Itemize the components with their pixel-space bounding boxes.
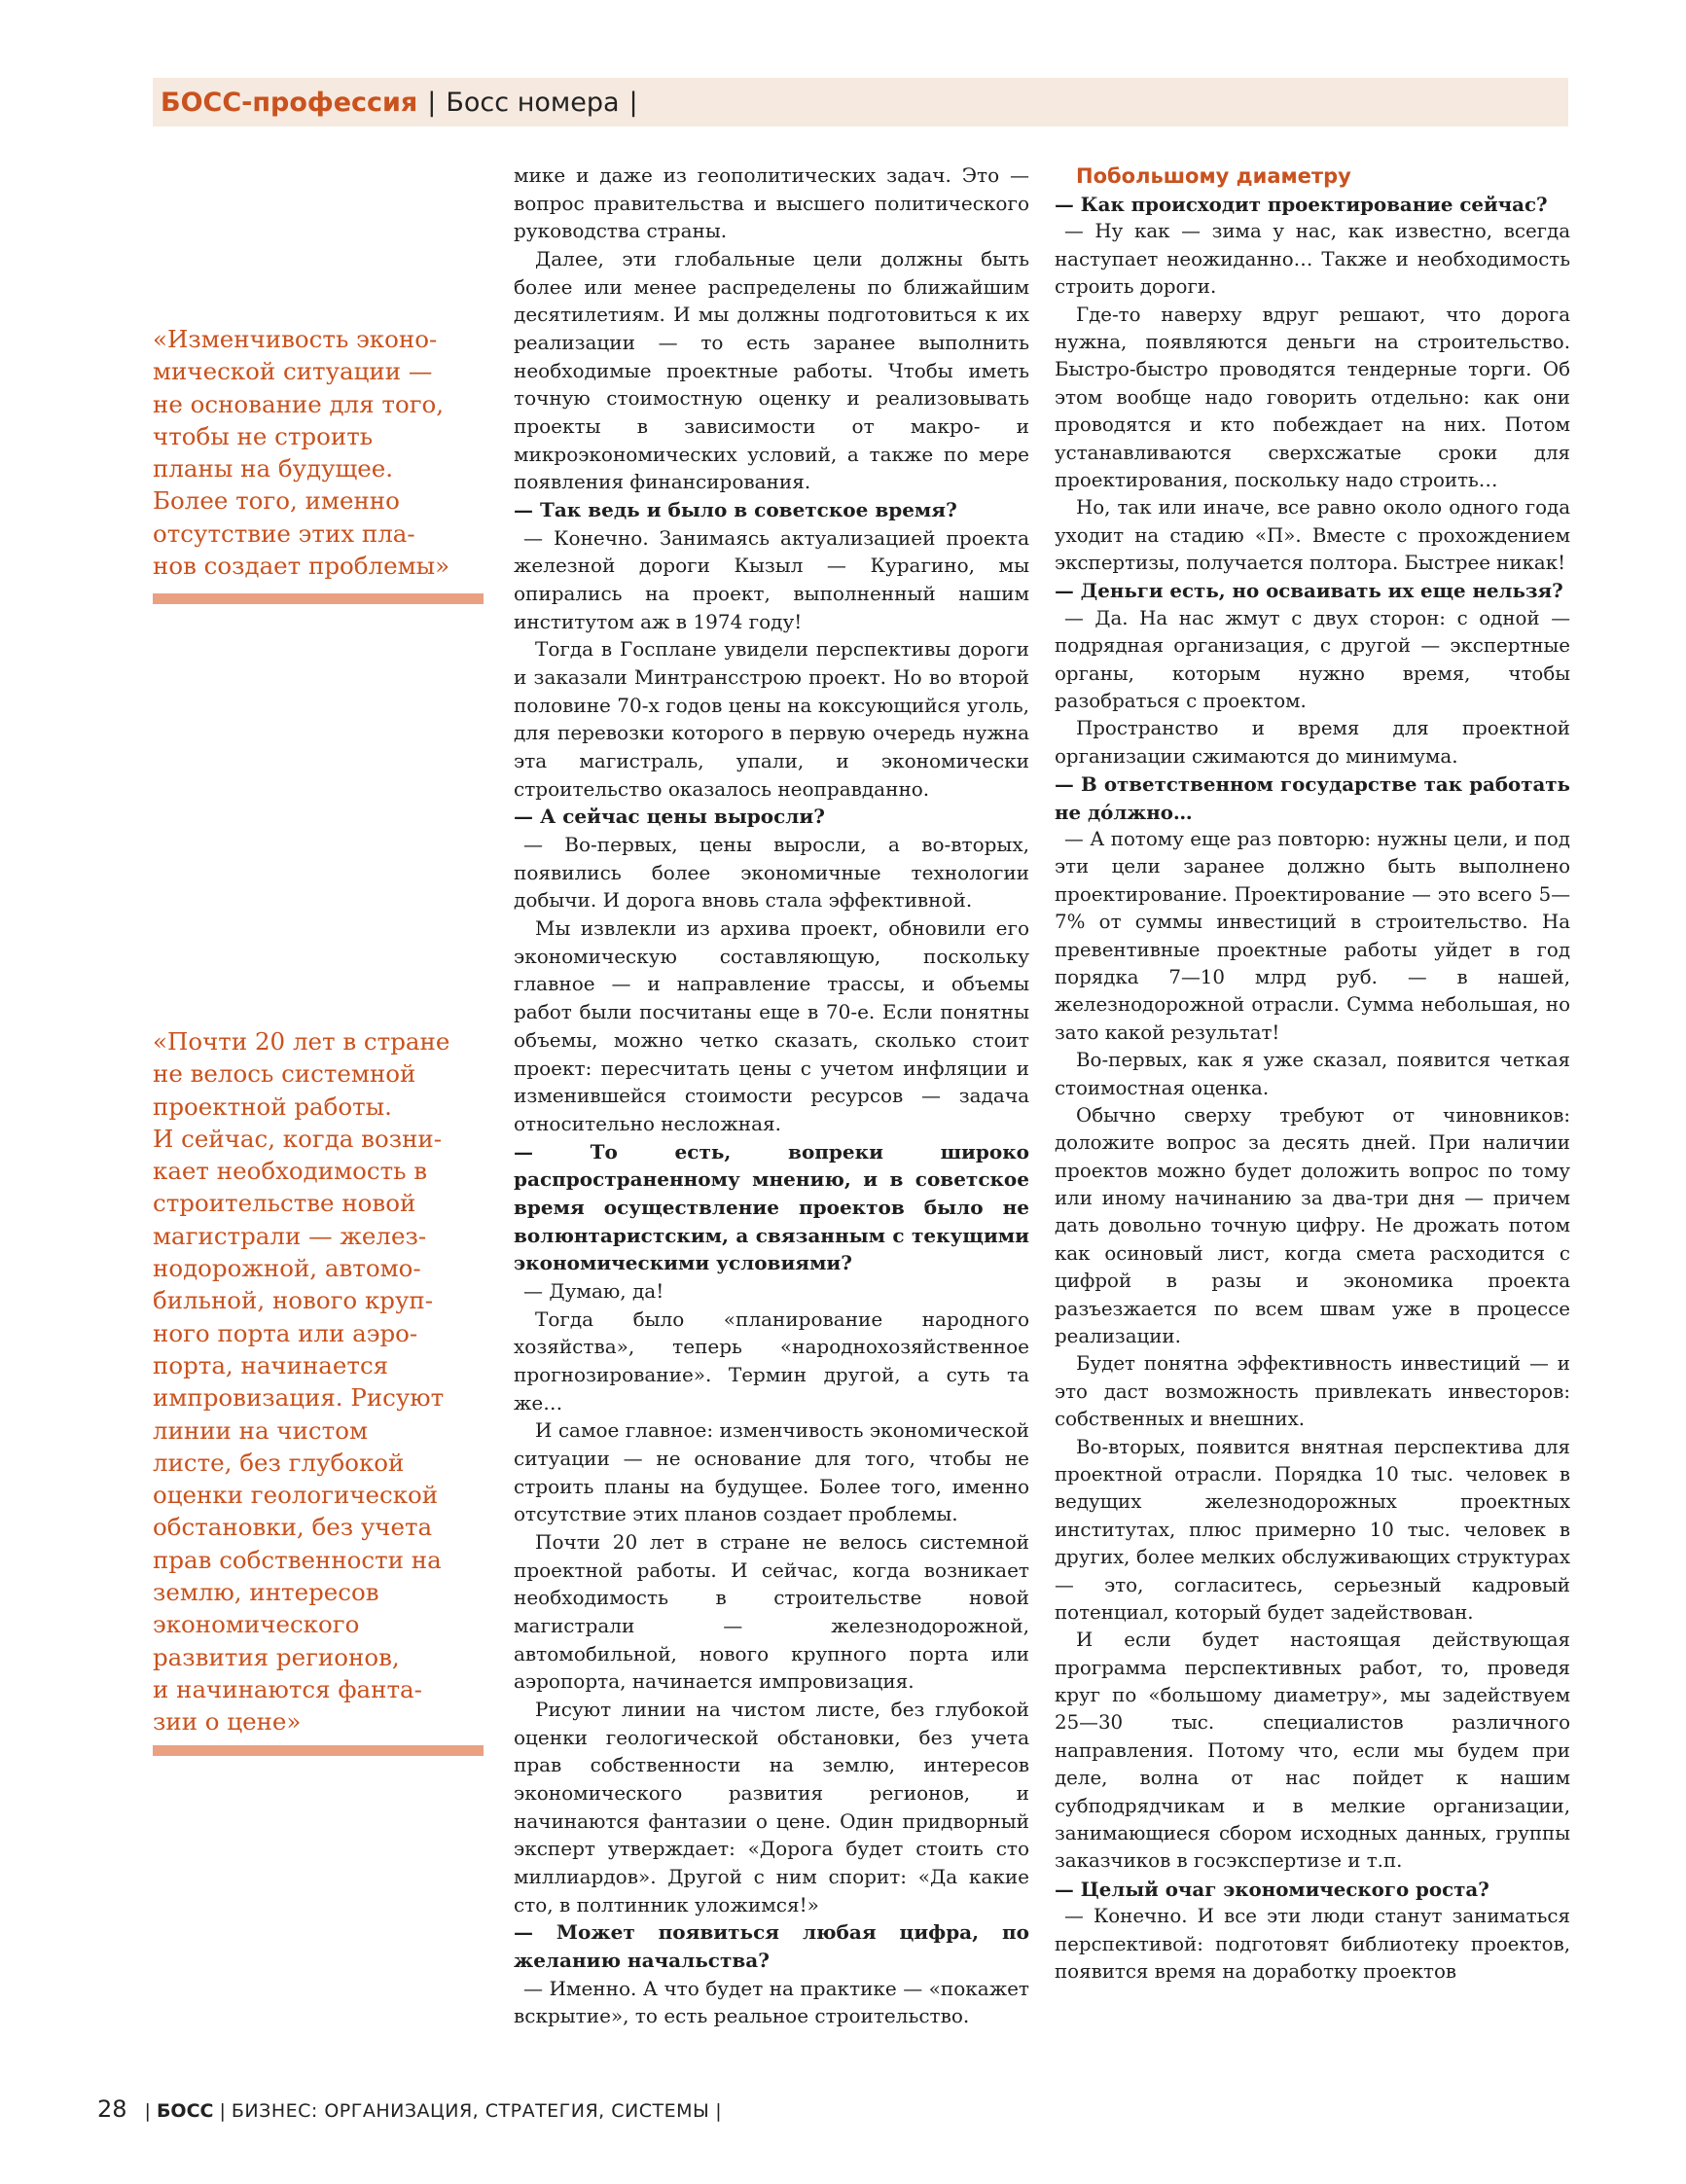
pull-quote-line: и начинаются фанта- [153,1674,422,1703]
pull-quote-line: землю, интересов [153,1578,379,1607]
pull-quote-line: линии на чистом [153,1415,369,1445]
pull-quote-line: Более того, именно [153,486,400,516]
pull-quote-line: порта, начинается [153,1350,389,1379]
pull-quote-2 [153,1025,482,1738]
pull-quote-line: «Изменчивость эконо- [153,325,438,353]
body-paragraph: Тогда было «планирование народного хозяйства», теперь «народнохозяйственное прогнозирование». Термин другой, а суть та же… [514,1307,1029,1414]
body-paragraph: И самое главное: изменчивость экономической ситуации — не основание для того, чтобы не строить планы на будущее. Более того, именно отсутствие этих планов создает проблемы. [514,1418,1029,1526]
subheading: Побольшому диаметру [1076,164,1351,188]
interview-question: — То есть, вопреки широко распространенному мнению, и в советское время осуществление проектов было не волюнтаристским, а связанным с текущими экономическими условиями? [514,1139,1029,1275]
interview-question: — Деньги есть, но осваивать их еще нельзя? [1055,579,1563,603]
pull-quote-1-bar [153,593,484,604]
pull-quote-line: строительстве новой [153,1189,416,1218]
rubric-label: БОСС-профессия [161,87,418,118]
interview-answer: — А потому еще раз повторю: нужны цели, и под эти цели заранее должно быть выполнено проектирование. Проектирование — это всего 5—7% от суммы инвестиций в строительство. На превентивные проектные работы уйдет в год порядка 7—10 млрд руб. — в нашей, железнодорожной отрасли. Сумма небольшая, но зато какой результат! [1055,827,1570,1044]
pull-quote-1 [153,323,482,582]
pull-quote-line: мической ситуации — [153,357,433,386]
body-paragraph: И если будет настоящая действующая программа перспективных работ, то, проведя круг по «большому диаметру», мы задействуем 25—30 тыс. специалистов различного направления. Потому что, если мы будем при деле, волна от нас пойдет к нашим субподрядчикам и в мелкие организации, занимающиеся сбором исходных данных, группы заказчиков в госэкспертизе и т.п. [1055,1629,1570,1873]
body-paragraph: Пространство и время для проектной организации сжимаются до минимума. [1055,717,1570,768]
body-paragraph: мике и даже из геополитических задач. Это — вопрос правительства и высшего политического руководства страны. [514,163,1029,243]
issue-label: Босс номера [446,87,620,118]
body-paragraph: Во-вторых, появится внятная перспектива для проектной отрасли. Порядка 10 тыс. человек в ведущих железнодорожных проектных институтах, плюс примерно 10 тыс. человек в других, более мелких обслуживающих структурах — это, согласитесь, серьезный кадровый потенциал, который будет задействован. [1055,1435,1570,1624]
header-separator: | [427,87,437,118]
pull-quote-line: И сейчас, когда возни- [153,1124,443,1153]
interview-answer: — Именно. А что будет на практике — «покажет вскрытие», то есть реальное строительство. [514,1976,1029,2028]
pull-quote-line: не велось системной [153,1059,416,1089]
pull-quote-line: прав собственности на [153,1545,442,1574]
body-paragraph: Но, так или иначе, все равно около одного года уходит на стадию «П». Вместе с прохождением экспертизы, получается полтора. Быстрее никак! [1055,496,1570,575]
interview-question: — Целый очаг экономического роста? [1055,1877,1489,1901]
footer-brand: БОСС [156,2100,214,2122]
interview-answer: — Конечно. И все эти люди станут заниматься перспективой: подготовят библиотеку проектов, появится время на доработку проектов [1055,1905,1570,1983]
pull-quote-line: не основание для того, [153,389,445,418]
pull-quote-line: оценки геологической [153,1481,439,1510]
pull-quote-2-bar [153,1745,484,1756]
article-column-2 [514,161,1029,2030]
pull-quote-line: чтобы не строить [153,421,374,450]
body-paragraph: Тогда в Госплане увидели перспективы дороги и заказали Минтрансстрою проект. Но во второй половине 70-х годов цены на коксующийся уголь, для перевозки которого в первую очередь нужна эта магистраль, упали, и экономически строительство оказалось неоправданно. [514,637,1029,801]
footer-bar-right: | [715,2100,722,2122]
pull-quote-line: экономического [153,1610,360,1639]
pull-quote-line: планы на будущее. [153,454,394,483]
page-number: 28 [97,2095,127,2123]
body-paragraph: Мы извлекли из архива проект, обновили его экономическую составляющую, поскольку главное — и направление трассы, и объемы работ были посчитаны еще в 70-е. Если понятны объемы, можно четко сказать, сколько стоит проект: пересчитать цены с учетом инфляции и изменившейся стоимости ресурсов — задача относительно несложная. [514,916,1029,1135]
body-paragraph: Далее, эти глобальные цели должны быть более или менее распределены по ближайшим десятилетиям. И мы должны подготовиться к их реализации — то есть заранее выполнить необходимые проектные работы. Чтобы иметь точную стоимостную оценку и реализовывать проекты в зависимости от макро- и микроэкономических условий, а также по мере появления финансирования. [514,247,1029,494]
pull-quote-line: обстановки, без учета [153,1513,433,1542]
footer-bar-mid: | [219,2100,226,2122]
pull-quote-line: зии о цене» [153,1707,302,1736]
interview-answer: — Ну как — зима у нас, как известно, всегда наступает неожиданно… Также и необходимость строить дороги. [1055,220,1570,299]
page-footer [97,2095,728,2123]
interview-answer: — Да. На нас жмут с двух сторон: с одной — подрядная организация, с другой — экспертные органы, которым нужно время, чтобы разобраться с проектом. [1055,606,1570,713]
interview-question: — Так ведь и было в советское время? [514,498,957,522]
body-paragraph: Во-первых, как я уже сказал, появится четкая стоимостная оценка. [1055,1049,1570,1099]
body-paragraph: Будет понятна эффективность инвестиций — и это даст возможность привлекать инвесторов: собственных и внешних. [1055,1352,1570,1431]
pull-quote-line: импровизация. Рисуют [153,1383,445,1413]
pull-quote-line: листе, без глубокой [153,1448,405,1477]
interview-answer: — Думаю, да! [523,1278,664,1303]
pull-quote-line: бильной, нового круп- [153,1286,433,1315]
interview-question: — В ответственном государстве так работать не дóлжно… [1055,772,1570,824]
pull-quote-line: «Почти 20 лет в стране [153,1027,450,1056]
article-column-3 [1055,161,1570,1986]
pull-quote-line: нов создает проблемы» [153,552,450,581]
pull-quote-line: магистрали — желез- [153,1221,427,1250]
footer-tagline: БИЗНЕС: ОРГАНИЗАЦИЯ, СТРАТЕГИЯ, СИСТЕМЫ [231,2100,710,2122]
interview-answer: — Конечно. Занимаясь актуализацией проекта железной дороги Кызыл — Курагино, мы опирались на проект, выполненный нашим институтом аж в 1974 году! [514,525,1029,633]
interview-answer: — Во-первых, цены выросли, а во-вторых, появились более экономичные технологии добычи. И дорога вновь стала эффективной. [514,833,1029,913]
section-header [153,78,1568,126]
footer-bar-left: | [144,2100,151,2122]
header-end-separator: | [628,87,638,118]
interview-question: — А сейчас цены выросли? [514,805,825,829]
interview-question: — Как происходит проектирование сейчас? [1055,193,1548,216]
pull-quote-line: развития регионов, [153,1642,400,1671]
pull-quote-line: проектной работы. [153,1092,392,1121]
pull-quote-line: отсутствие этих пла- [153,519,415,548]
pull-quote-line: нодорожной, автомо- [153,1254,421,1283]
pull-quote-line: кает необходимость в [153,1157,428,1186]
body-paragraph: Где-то наверху вдруг решают, что дорога нужна, появляются деньги на строительство. Быстро-быстро проводятся тендерные торги. Об этом вообще надо говорить отдельно: как они проводятся и кто побеждает на них. Потом устанавливаются сверхсжатые сроки для проектирования, поскольку надо строить… [1055,303,1570,491]
body-paragraph: Обычно сверху требуют от чиновников: доложите вопрос за десять дней. При наличии проектов можно будет доложить вопрос по тому или иному начинанию за два-три дня — причем дать довольно точную цифру. Не дрожать потом как осиновый лист, когда смета расходится с цифрой в разы и экономика проекта разъезжается по всем швам уже в процессе реализации. [1055,1103,1570,1348]
body-paragraph: Рисуют линии на чистом листе, без глубокой оценки геологической обстановки, без учета прав собственности на землю, интересов экономического развития регионов, и начинаются фантазии о цене. Один придворный эксперт утверждает: «Дорога будет стоить сто миллиардов». Другой с ним спорит: «Да какие сто, в полтинник уложимся!» [514,1697,1029,1916]
interview-question: — Может появиться любая цифра, по желанию начальства? [514,1920,1029,1972]
pull-quote-line: ного порта или аэро- [153,1318,418,1347]
body-paragraph: Почти 20 лет в стране не велось системной проектной работы. И сейчас, когда возникает необходимость в строительстве новой магистрали — железнодорожной, автомобильной, нового крупного порта или аэропорта, начинается импровизация. [514,1529,1029,1694]
